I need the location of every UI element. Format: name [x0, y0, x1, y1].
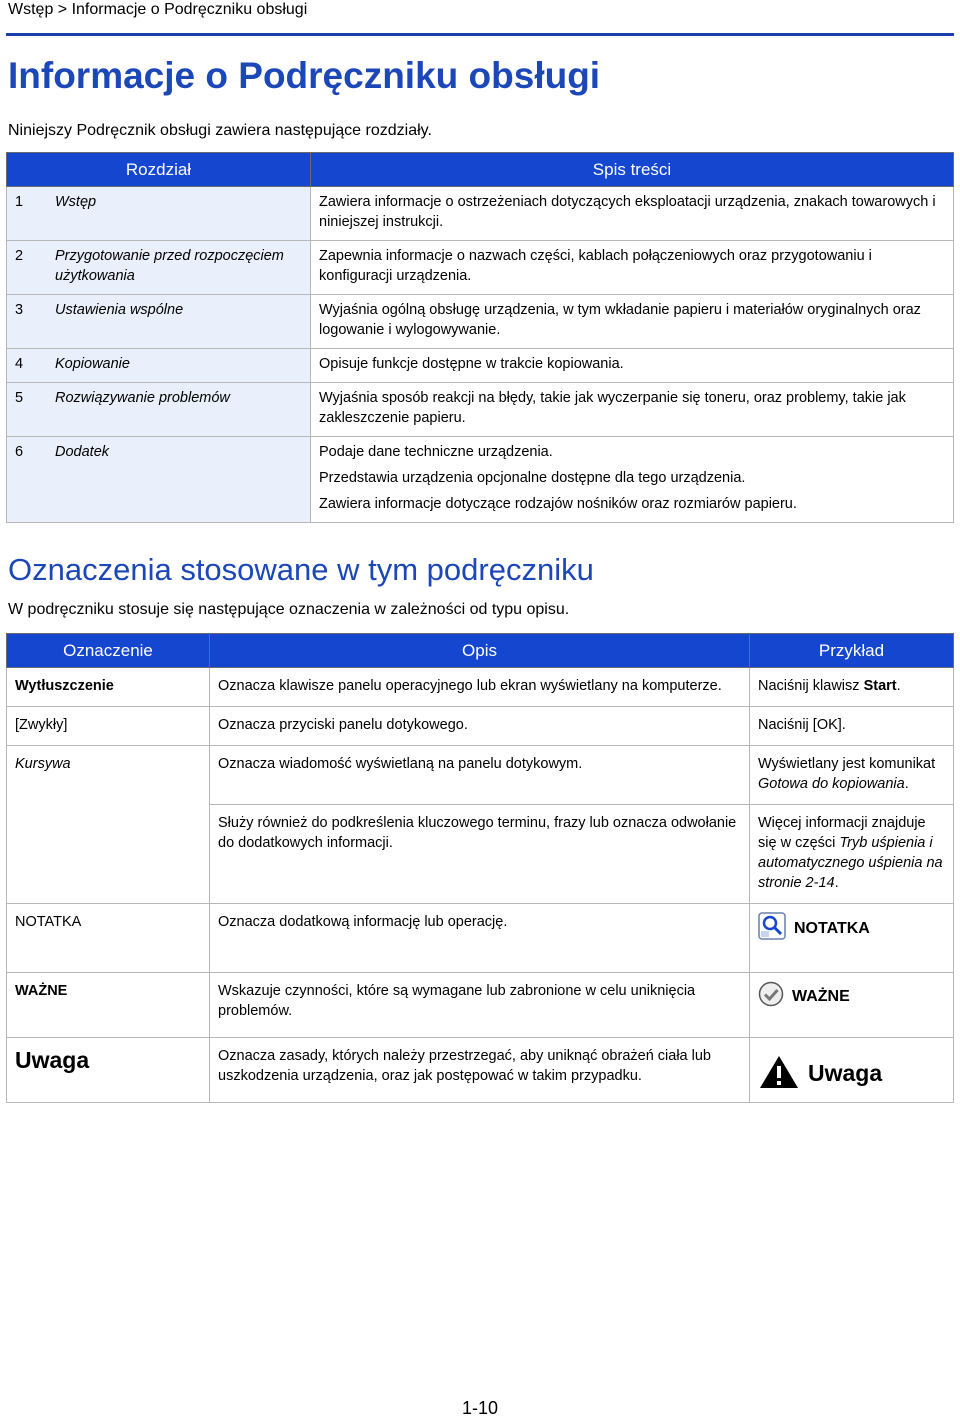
example-text: Wyświetlany jest komunikat: [758, 756, 936, 772]
chapter-description: [311, 187, 954, 241]
example-text: Naciśnij klawisz: [758, 678, 864, 694]
convention-mark: [Zwykły]: [7, 707, 210, 746]
note-magnifier-icon: [758, 912, 786, 946]
convention-example: [750, 904, 954, 973]
chapter-name: Przygotowanie przed rozpoczęciem użytkowania: [41, 241, 311, 295]
section1-intro: Niniejszy Podręcznik obsługi zawiera następujące rozdziały.: [8, 122, 432, 139]
convention-example: [750, 1038, 954, 1103]
convention-description: Oznacza przyciski panelu dotykowego.: [210, 707, 750, 746]
chapter-name: Wstęp: [41, 187, 311, 241]
table-row: [7, 746, 954, 805]
header-divider: [6, 33, 954, 36]
page-title: Informacje o Podręczniku obsługi: [8, 55, 601, 96]
warning-triangle-icon: [758, 1054, 800, 1092]
table-row: [7, 668, 954, 707]
description-line: Zawiera informacje o ostrzeżeniach dotyczących eksploatacji urządzenia, znakach towarowych i niniejszej instrukcji.: [319, 194, 936, 230]
table-row: [7, 349, 954, 383]
description-line: Zawiera informacje dotyczące rodzajów nośników oraz rozmiarów papieru.: [319, 496, 797, 512]
column-header-contents: Spis treści: [311, 153, 954, 187]
description-line: Zapewnia informacje o nazwach części, kablach połączeniowych oraz przygotowaniu i konfiguracji urządzenia.: [319, 248, 872, 284]
convention-mark: WAŻNE: [7, 973, 210, 1038]
convention-example: [750, 668, 954, 707]
example-text-end: .: [834, 875, 839, 891]
convention-mark: Wytłuszczenie: [7, 668, 210, 707]
description-line: Przedstawia urządzenia opcjonalne dostępne dla tego urządzenia.: [319, 470, 746, 486]
table-row: [7, 383, 954, 437]
chapter-description: [311, 437, 954, 523]
convention-example: [750, 746, 954, 805]
convention-mark: Uwaga: [7, 1038, 210, 1103]
convention-example: [750, 973, 954, 1038]
chapter-name: Kopiowanie: [41, 349, 311, 383]
breadcrumb: Wstęp > Informacje o Podręczniku obsługi: [8, 1, 308, 18]
table-row: [7, 1038, 954, 1103]
chapter-name: Dodatek: [41, 437, 311, 523]
convention-description: Oznacza zasady, których należy przestrzegać, aby uniknąć obrażeń ciała lub uszkodzenia urządzenia, oraz jak postępować w takim przypadku.: [210, 1038, 750, 1103]
table-row: [7, 437, 954, 523]
chapter-description: [311, 295, 954, 349]
chapter-number: 5: [7, 383, 42, 437]
description-line: Wyjaśnia ogólną obsługę urządzenia, w tym wkładanie papieru i materiałów oryginalnych oraz logowanie i wylogowywanie.: [319, 302, 921, 338]
table-row: [7, 295, 954, 349]
description-line: Opisuje funkcje dostępne w trakcie kopiowania.: [319, 356, 624, 372]
section2-title: Oznaczenia stosowane w tym podręczniku: [8, 552, 594, 587]
example-text-end: .: [904, 776, 909, 792]
note-label: NOTATKA: [794, 920, 870, 937]
chapter-number: 2: [7, 241, 42, 295]
section2-intro: W podręczniku stosuje się następujące oznaczenia w zależności od typu opisu.: [8, 601, 570, 618]
chapter-number: 6: [7, 437, 42, 523]
table-row: [7, 973, 954, 1038]
chapters-table: [6, 152, 954, 523]
chapter-name: Ustawienia wspólne: [41, 295, 311, 349]
table-row: [7, 187, 954, 241]
checkmark-circle-icon: [758, 981, 784, 1013]
important-label: WAŻNE: [792, 988, 850, 1005]
chapter-number: 4: [7, 349, 42, 383]
example-emphasis: Gotowa do kopiowania: [758, 776, 905, 792]
column-header-description: Opis: [210, 634, 750, 668]
chapter-number: 3: [7, 295, 42, 349]
convention-mark: NOTATKA: [7, 904, 210, 973]
convention-description: Oznacza wiadomość wyświetlaną na panelu dotykowym.: [210, 746, 750, 805]
example-emphasis: Start: [863, 678, 897, 694]
chapter-description: [311, 349, 954, 383]
description-line: Wyjaśnia sposób reakcji na błędy, takie jak wyczerpanie się toneru, oraz problemy, takie jak zakleszczenie papieru.: [319, 390, 906, 426]
convention-example: [750, 805, 954, 904]
convention-description: Służy również do podkreślenia kluczowego terminu, frazy lub oznacza odwołanie do dodatkowych informacji.: [210, 805, 750, 904]
chapter-name: Rozwiązywanie problemów: [41, 383, 311, 437]
table-row: [7, 904, 954, 973]
page-number: 1-10: [461, 1398, 499, 1418]
column-header-example: Przykład: [750, 634, 954, 668]
convention-mark: Kursywa: [7, 746, 210, 904]
chapter-number: 1: [7, 187, 42, 241]
convention-example: Naciśnij [OK].: [750, 707, 954, 746]
convention-description: Wskazuje czynności, które są wymagane lub zabronione w celu uniknięcia problemów.: [210, 973, 750, 1038]
convention-description: Oznacza klawisze panelu operacyjnego lub ekran wyświetlany na komputerze.: [210, 668, 750, 707]
column-header-chapter: Rozdział: [7, 153, 311, 187]
table-row: [7, 707, 954, 746]
example-emphasis: Tryb uśpienia i automatycznego uśpienia na stronie 2-14: [758, 835, 943, 891]
caution-label: Uwaga: [808, 1060, 883, 1086]
chapter-description: [311, 241, 954, 295]
table-row: [7, 241, 954, 295]
description-line: Podaje dane techniczne urządzenia.: [319, 444, 553, 460]
chapter-description: [311, 383, 954, 437]
conventions-table: [6, 633, 954, 1103]
column-header-mark: Oznaczenie: [7, 634, 210, 668]
example-text-end: .: [896, 678, 901, 694]
example-text: Więcej informacji znajduje się w części: [758, 815, 926, 851]
convention-description: Oznacza dodatkową informację lub operację.: [210, 904, 750, 973]
